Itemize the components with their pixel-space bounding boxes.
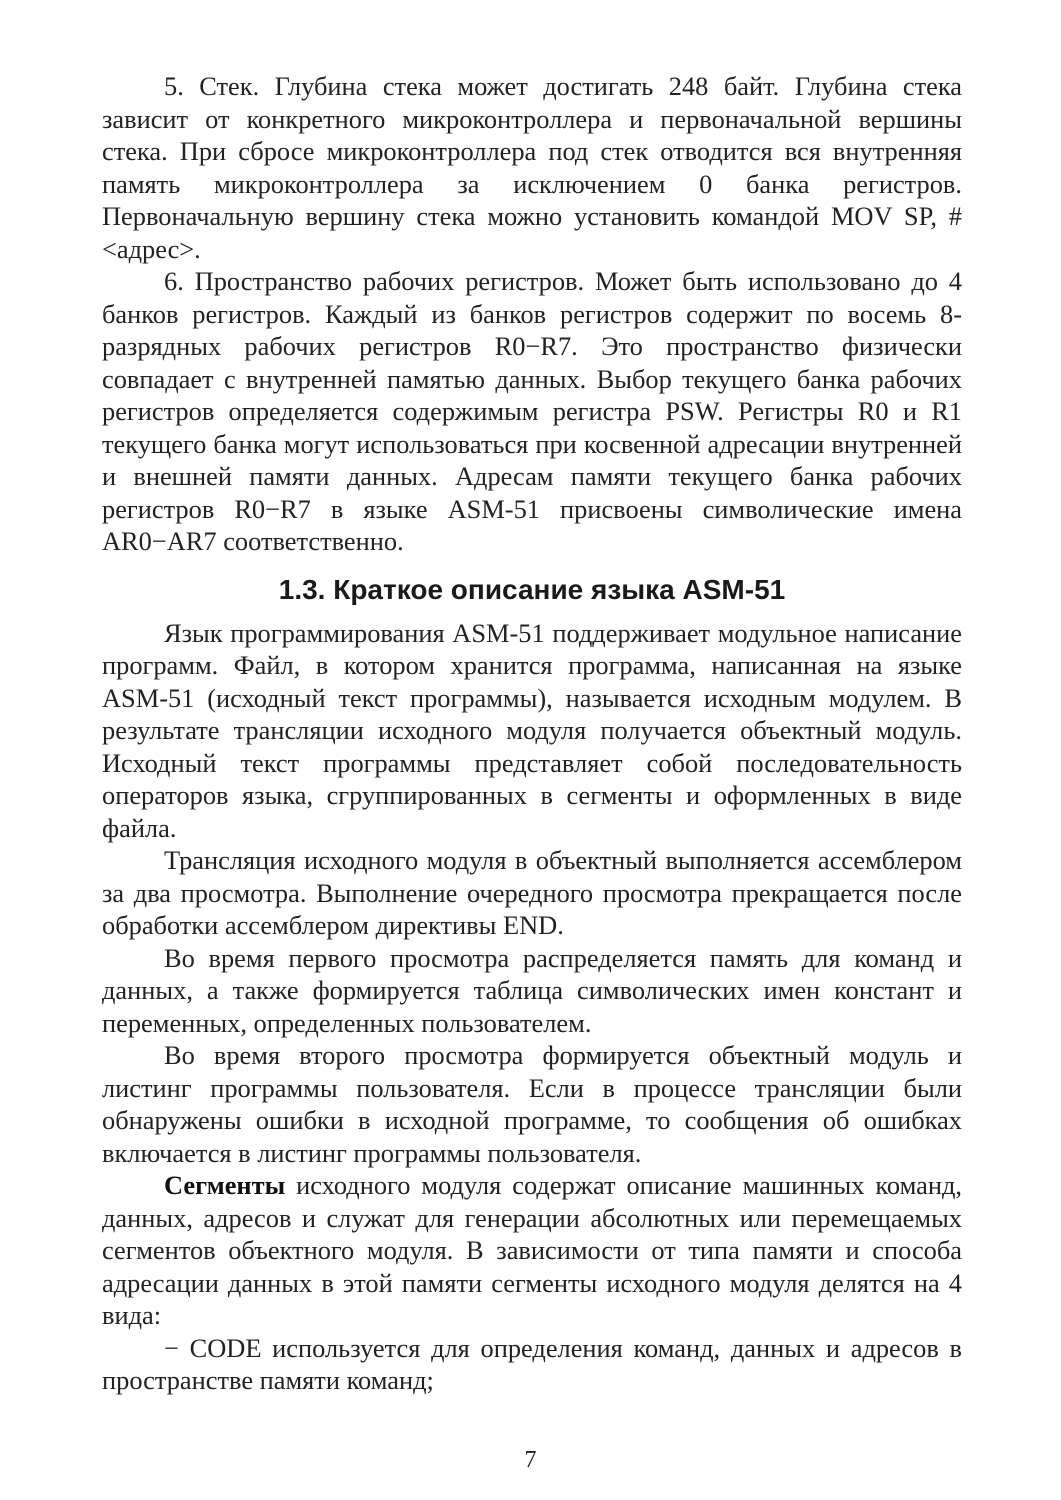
paragraph-stack: 5. Стек. Глубина стека может достигать 248 байт. Глубина стека зависит от конкретного микроконтроллера и первоначальной вершины стека. При сбросе микроконтроллера под стек отводится вся внутренняя память микроконтроллера за исключением 0 банка регистров. Первоначальную вершину стека можно установить командой MOV SP, #<адрес>.	[102, 71, 962, 264]
segments-term: Сегменты	[164, 1170, 286, 1200]
paragraph-second-pass: Во время второго просмотра формируется объектный модуль и листинг программы пользователя. Если в процессе трансляции были обнаружены ошибки в исходной программе, то сообщения об ошибках включается в листинг программы пользователя.	[102, 1040, 962, 1168]
section-heading: 1.3. Краткое описание языка ASM-51	[278, 573, 786, 605]
page-number: 7	[524, 1447, 537, 1473]
list-item-code: − CODE используется для определения команд, данных и адресов в пространстве памяти команд;	[102, 1332, 962, 1395]
paragraph-language-intro: Язык программирования ASM-51 поддерживает модульное написание программ. Файл, в котором хранится программа, написанная на языке ASM-51 (исходный текст программы), называется исходным модулем. В результате трансляции исходного модуля получается объектный модуль. Исходный текст программы представляет собой последовательность операторов языка, сгруппированных в сегменты и оформленных в виде файла.	[102, 617, 962, 843]
paragraph-working-registers: 6. Пространство рабочих регистров. Может быть использовано до 4 банков регистров. Каждый из банков регистров содержит по восемь 8-разрядных рабочих регистров R0−R7. Это пространство физически совпадает с внутренней памятью данных. Выбор текущего банка рабочих регистров определяется содержимым регистра PSW. Регистры R0 и R1 текущего банка могут использоваться при косвенной адресации внутренней и внешней памяти данных. Адресам памяти текущего банка рабочих регистров R0−R7 в языке ASM-51 присвоены символические имена AR0−AR7 соответственно.	[102, 266, 962, 556]
paragraph-segments	[102, 1169, 962, 1332]
segments-text: исходного модуля содержат описание машинных команд, данных, адресов и служат для генерации абсолютных или перемещаемых сегментов объектного модуля. В зависимости от типа памяти и способа адресации данных в этой памяти сегменты исходного модуля делятся на 4 вида:	[102, 1170, 962, 1330]
paragraph-first-pass: Во время первого просмотра распределяется память для команд и данных, а также формируется таблица символических имен констант и переменных, определенных пользователем.	[102, 942, 962, 1038]
document-page	[102, 70, 962, 1397]
paragraph-translation: Трансляция исходного модуля в объектный выполняется ассемблером за два просмотра. Выполнение очередного просмотра прекращается после обработки ассемблером директивы END.	[102, 845, 962, 940]
